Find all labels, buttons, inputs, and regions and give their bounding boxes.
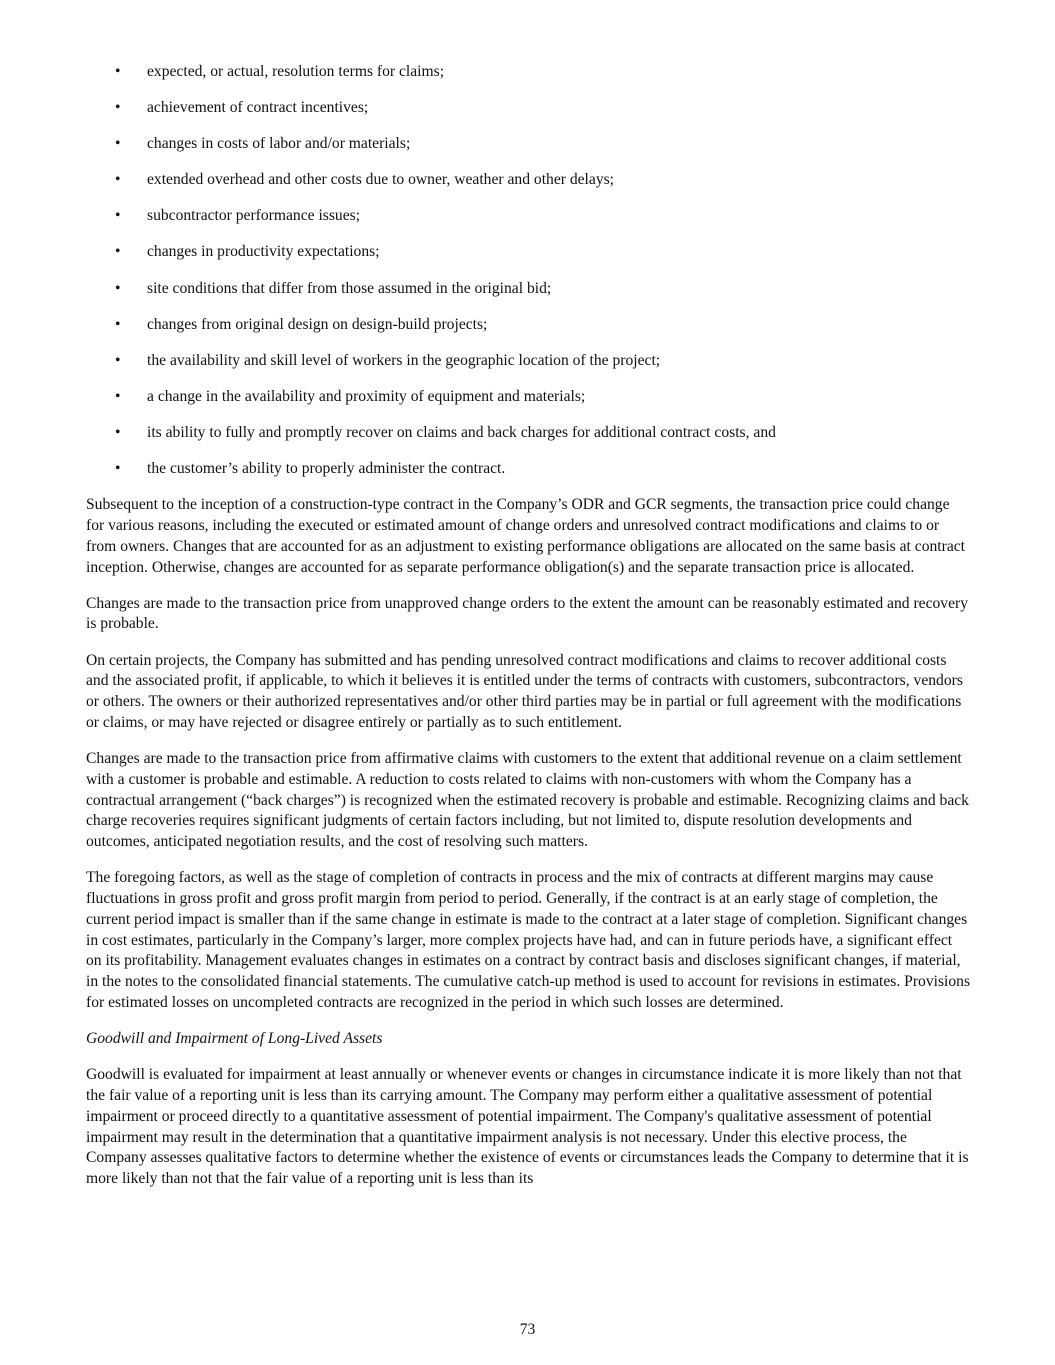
list-item: [86, 206, 971, 227]
paragraph-foregoing-factors: The foregoing factors, as well as the stage of completion of contracts in process and the mix of contracts at different margins may cause fluctuations in gross profit and gross profit margin from period to period. Generally, if the contract is at an early stage of completion, the current period impact is smaller than if the same change in estimate is made to the contract at a later stage of completion. Significant changes in cost estimates, particularly in the Company’s larger, more complex projects have had, and can in future periods have, a significant effect on its profitability. Management evaluates changes in estimates on a contract by contract basis and discloses significant changes, if material, in the notes to the consolidated financial statements. The cumulative catch-up method is used to account for revisions in estimates. Provisions for estimated losses on uncompleted contracts are recognized in the period in which such losses are determined.: [86, 869, 971, 1012]
paragraph-transaction-price: Subsequent to the inception of a construction-type contract in the Company’s ODR and GCR segments, the transaction price could change for various reasons, including the executed or estimated amount of change orders and unresolved contract modifications and claims to or from owners. Changes that are accounted for as an adjustment to existing performance obligations are allocated on the same basis at contract inception. Otherwise, changes are accounted for as separate performance obligation(s) and the separate transaction price is allocated.: [86, 496, 966, 576]
list-item-text: changes in productivity expectations;: [147, 243, 380, 261]
list-item: [86, 170, 971, 191]
bullet-icon: •: [115, 423, 121, 441]
list-item-text: changes from original design on design-build projects;: [147, 315, 488, 333]
list-item: [86, 351, 971, 372]
page-number: 73: [519, 1321, 536, 1338]
bullet-icon: •: [115, 315, 121, 333]
paragraph-affirmative-claims: Changes are made to the transaction price from affirmative claims with customers to the extent that additional revenue on a claim settlement with a customer is probable and estimable. A reduction to costs related to claims with non-customers with whom the Company has a contractual arrangement (“back charges”) is recognized when the estimated recovery is probable and estimable. Recognizing claims and back charge recoveries requires significant judgments of certain factors including, but not limited to, dispute resolution developments and outcomes, anticipated negotiation results, and the cost of resolving such matters.: [86, 749, 969, 851]
bullet-icon: •: [115, 279, 121, 297]
list-item: [86, 423, 971, 444]
bullet-icon: •: [115, 63, 121, 80]
bullet-icon: •: [115, 135, 121, 153]
list-item: [86, 459, 971, 480]
bullet-icon: •: [115, 207, 121, 225]
list-item: [86, 279, 971, 300]
list-item-text: subcontractor performance issues;: [147, 207, 361, 225]
bullet-icon: •: [115, 171, 121, 189]
list-item-text: the availability and skill level of workers in the geographic location of the project;: [147, 351, 661, 369]
list-item-text: the customer’s ability to properly administer the contract.: [147, 460, 506, 478]
list-item: [86, 387, 971, 408]
factor-list: [86, 62, 971, 480]
list-item-text: extended overhead and other costs due to owner, weather and other delays;: [147, 171, 615, 189]
list-item-text: changes in costs of labor and/or materials;: [147, 135, 411, 153]
paragraph-unapproved-change-orders: Changes are made to the transaction price from unapproved change orders to the extent the amount can be reasonably estimated and recovery is probable.: [86, 594, 968, 633]
list-item: [86, 315, 971, 336]
bullet-icon: •: [115, 460, 121, 478]
section-heading: Goodwill and Impairment of Long-Lived Assets: [86, 1030, 383, 1048]
bullet-icon: •: [115, 351, 121, 369]
list-item: [86, 242, 971, 263]
list-item-text: site conditions that differ from those assumed in the original bid;: [147, 279, 552, 297]
paragraph-goodwill: Goodwill is evaluated for impairment at least annually or whenever events or changes in circumstance indicate it is more likely than not that the fair value of a reporting unit is less than its carrying amount. The Company may perform either a qualitative assessment of potential impairment or proceed directly to a quantitative assessment of potential impairment. The Company's qualitative assessment of potential impairment may result in the determination that a quantitative impairment analysis is not necessary. Under this elective process, the Company assesses qualitative factors to determine whether the existence of events or circumstances leads the Company to determine that it is more likely than not that the fair value of a reporting unit is less than its: [86, 1066, 969, 1188]
list-item: [86, 62, 971, 83]
bullet-icon: •: [115, 387, 121, 405]
paragraph-pending-claims: On certain projects, the Company has submitted and has pending unresolved contract modifications and claims to recover additional costs and the associated profit, if applicable, to which it believes it is entitled under the terms of contracts with customers, subcontractors, vendors or others. The owners or their authorized representatives and/or other third parties may be in partial or full agreement with the modifications or claims, or may have rejected or disagree entirely or partially as to such entitlement.: [86, 651, 963, 731]
list-item: [86, 134, 971, 155]
list-item-text: expected, or actual, resolution terms for claims;: [147, 63, 445, 80]
list-item-text: its ability to fully and promptly recover on claims and back charges for additional contract costs, and: [147, 423, 776, 441]
bullet-icon: •: [115, 99, 121, 117]
list-item-text: achievement of contract incentives;: [147, 99, 369, 117]
bullet-icon: •: [115, 243, 121, 261]
list-item: [86, 98, 971, 119]
list-item-text: a change in the availability and proximity of equipment and materials;: [147, 387, 586, 405]
document-page: [86, 62, 971, 1205]
